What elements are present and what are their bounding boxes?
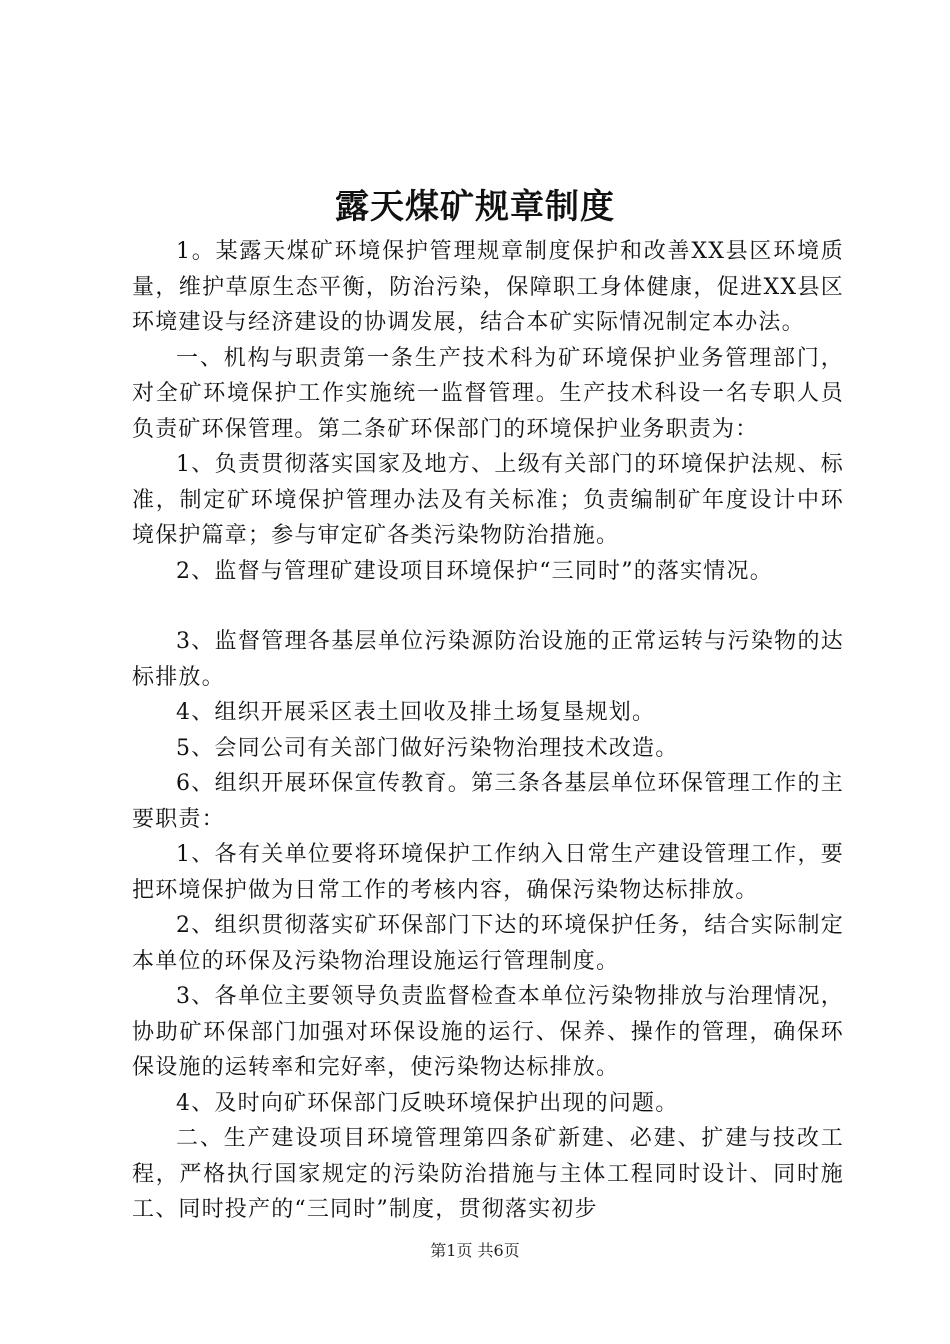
paragraph-item: 3、监督管理各基层单位污染源防治设施的正常运转与污染物的达标排放。 <box>132 629 844 690</box>
page-number-footer: 第1页 共6页 <box>430 1241 520 1260</box>
paragraph-section-1: 一、机构与职责第一条生产技术科为矿环境保护业务管理部门，对全矿环境保护工作实施统一监督管理。生产技术科设一名专职人员负责矿环保管理。第二条矿环保部门的环境保护业务职责为： <box>132 345 844 442</box>
paragraph-item: 4、组织开展采区表土回收及排土场复垦规划。 <box>176 700 656 725</box>
paragraph-item: 2、监督与管理矿建设项目环境保护“三同时”的落实情况。 <box>176 558 773 584</box>
paragraph-item: 3、各单位主要领导负责监督检查本单位污染物排放与治理情况，协助矿环保部门加强对环保设施的运行、保养、操作的管理，确保环保设施的运转率和完好率，使污染物达标排放。 <box>132 984 844 1080</box>
document-title: 露天煤矿规章制度 <box>335 187 615 227</box>
paragraph-item: 5、会同公司有关部门做好污染物治理技术改造。 <box>176 735 679 761</box>
paragraph-item: 6、组织开展环保宣传教育。第三条各基层单位环保管理工作的主要职责： <box>132 771 844 832</box>
document-body <box>132 234 844 1228</box>
paragraph-intro: 1。某露天煤矿环境保护管理规章制度保护和改善XX县区环境质量，维护草原生态平衡，防治污染，保障职工身体健康，促进XX县区环境建设与经济建设的协调发展，结合本矿实际情况制定本办法。 <box>132 239 844 335</box>
paragraph-item: 4、及时向矿环保部门反映环境保护出现的问题。 <box>176 1090 679 1116</box>
paragraph-item: 2、组织贯彻落实矿环保部门下达的环境保护任务，结合实际制定本单位的环保及污染物治理设施运行管理制度。 <box>132 913 844 974</box>
paragraph-item: 1、负责贯彻落实国家及地方、上级有关部门的环境保护法规、标准，制定矿环境保护管理办法及有关标准；负责编制矿年度设计中环境保护篇章；参与审定矿各类污染物防治措施。 <box>132 452 844 548</box>
paragraph-item: 1、各有关单位要将环境保护工作纳入日常生产建设管理工作，要把环境保护做为日常工作的考核内容，确保污染物达标排放。 <box>132 842 844 903</box>
paragraph-section-2: 二、生产建设项目环境管理第四条矿新建、必建、扩建与技改工程，严格执行国家规定的污染防治措施与主体工程同时设计、同时施工、同时投产的“三同时”制度，贯彻落实初步 <box>132 1126 844 1222</box>
